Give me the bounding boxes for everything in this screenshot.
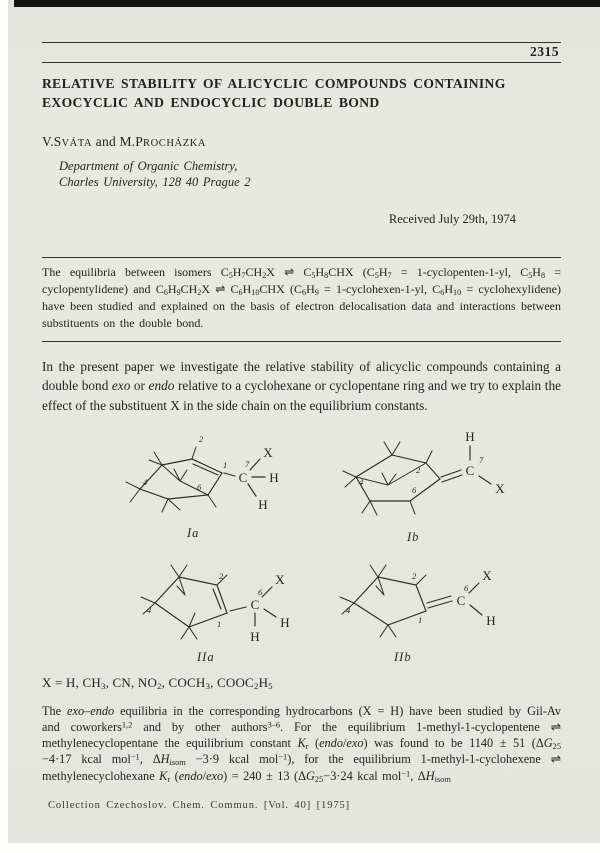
ia-h-mid-label: H: [269, 469, 279, 485]
paper-title: [42, 75, 561, 113]
page-number: 2315: [530, 44, 559, 59]
ia-num-2: 2: [199, 433, 204, 444]
body-paragraph: The exo–endo equilibria in the corresponding hydrocarbons (X = H) have been studied by Gil-Av and coworkers$^{1,2}$ and by other authors$^{3-6}$. For the equilibrium 1-methyl-1-cyclopentene ⇌ methylenecyclopentane the equilibrium constant $K_r$ (endo/exo) was found to be 1140 ± 51 ($\Delta G_{25} -4\cdot 17$ kcal mol$^{-1}$, $\Delta H_{isom} -3\cdot 9$ kcal mol$^{-1}$), for the equilibrium 1-methyl-1-cyclohexene ⇌ methylenecyclohexane $K_r$ (endo/exo) = 240 ± 13 ($\Delta G_{25}-3\cdot 24$ kcal mol$^{-1}$, $\Delta H_{isom}$: [42, 703, 562, 784]
paper-title-line1: RELATIVE STABILITY OF ALICYCLIC COMPOUNDS CONTAINING: [42, 76, 506, 91]
affiliation: [59, 158, 561, 190]
ia-num-7: 7: [245, 458, 250, 469]
ib-caption: Ib: [407, 529, 420, 544]
ib-num-6: 6: [412, 484, 417, 495]
iib-num-1: 1: [418, 614, 423, 625]
iia-num-2: 2: [219, 570, 224, 581]
iia-carbon6-label: C: [250, 596, 260, 612]
authors: V.SVÁTA and M.PROCHÁZKA: [42, 133, 207, 149]
iib-num-6: 6: [464, 582, 469, 593]
ib-carbon7-label: C: [465, 462, 475, 478]
ib-num-7: 7: [479, 454, 484, 465]
abstract: The equilibria between isomers $C_5H_7CH_2X$ ⇌ $C_5H_8CHX$ ($C_5H_7$ = 1-cyclopenten-1-yl, $C_5H_8$ = cyclopentylidene) and $C_6H_9CH_2X$ ⇌ $C_6H_{10}CHX$ ($C_6H_9$ = 1-cyclohexen-1-yl, $C_6H_{10}$ = cyclohexylidene) have been studied and explained on the basis of electron delocalisation data and interactions between substituents on the double bond.: [42, 264, 562, 331]
iia-num-4: 4: [147, 604, 152, 615]
iia-h-low-label: H: [250, 628, 260, 644]
iib-caption: IIb: [394, 649, 412, 664]
journal-footer: Collection Czechoslov. Chem. Commun. [Vol. 40] [1975]: [48, 800, 351, 811]
affiliation-line1: Department of Organic Chemistry,: [59, 158, 238, 173]
affiliation-line2: Charles University, 128 40 Prague 2: [59, 174, 251, 189]
iia-x-label: X: [275, 571, 285, 587]
structure-ia-endocyclic-cyclohexene: [92, 427, 332, 547]
structure-ib-exocyclic-cyclohexane: [322, 427, 562, 549]
paper-title-line2: EXOCYCLIC AND ENDOCYCLIC DOUBLE BOND: [42, 94, 380, 110]
structure-figures: [42, 427, 561, 669]
iib-num-4: 4: [346, 604, 351, 615]
ia-caption: Ia: [187, 525, 200, 540]
scanned-page: [8, 0, 600, 843]
scan-edge-shadow: [14, 0, 600, 7]
iib-num-2: 2: [412, 570, 417, 581]
ia-h-low-label: H: [258, 496, 268, 512]
iib-h-right-label: H: [486, 612, 496, 628]
ia-carbon7-label: C: [238, 469, 248, 485]
ia-num-1: 1: [223, 459, 228, 470]
intro-paragraph: In the present paper we investigate the relative stability of alicyclic compounds containing a double bond exo or endo relative to a cyclohexane or cyclopentane ring and we try to explain the effect of the substituent X in the side chain on the equilibrium constants.: [42, 359, 561, 413]
iia-caption: IIa: [197, 649, 215, 664]
iia-h-right-label: H: [280, 614, 290, 630]
iia-num-1: 1: [217, 618, 222, 629]
header-rule-bottom: [42, 62, 561, 63]
iib-carbon6-label: C: [456, 592, 466, 608]
structure-iia-endocyclic-cyclopentene: [117, 553, 337, 669]
ib-num-4: 4: [359, 476, 364, 487]
abstract-rule-top: [42, 257, 561, 258]
substituent-list: X = H, $CH_3$, CN, $NO_2$, $COCH_3$, $COOC_2H_5$: [42, 674, 273, 691]
ib-num-2: 2: [416, 464, 421, 475]
ia-num-6: 6: [197, 481, 202, 492]
iib-x-label: X: [482, 567, 492, 583]
received-date: Received July 29th, 1974: [388, 211, 516, 226]
ia-x-label: X: [263, 444, 273, 460]
iia-num-6: 6: [258, 586, 263, 597]
ia-num-4: 4: [143, 476, 148, 487]
structure-iib-exocyclic-cyclopentane: [322, 553, 542, 669]
ib-x-label: X: [495, 480, 505, 496]
ib-h-top-label: H: [465, 428, 475, 444]
abstract-rule-bottom: [42, 341, 561, 342]
